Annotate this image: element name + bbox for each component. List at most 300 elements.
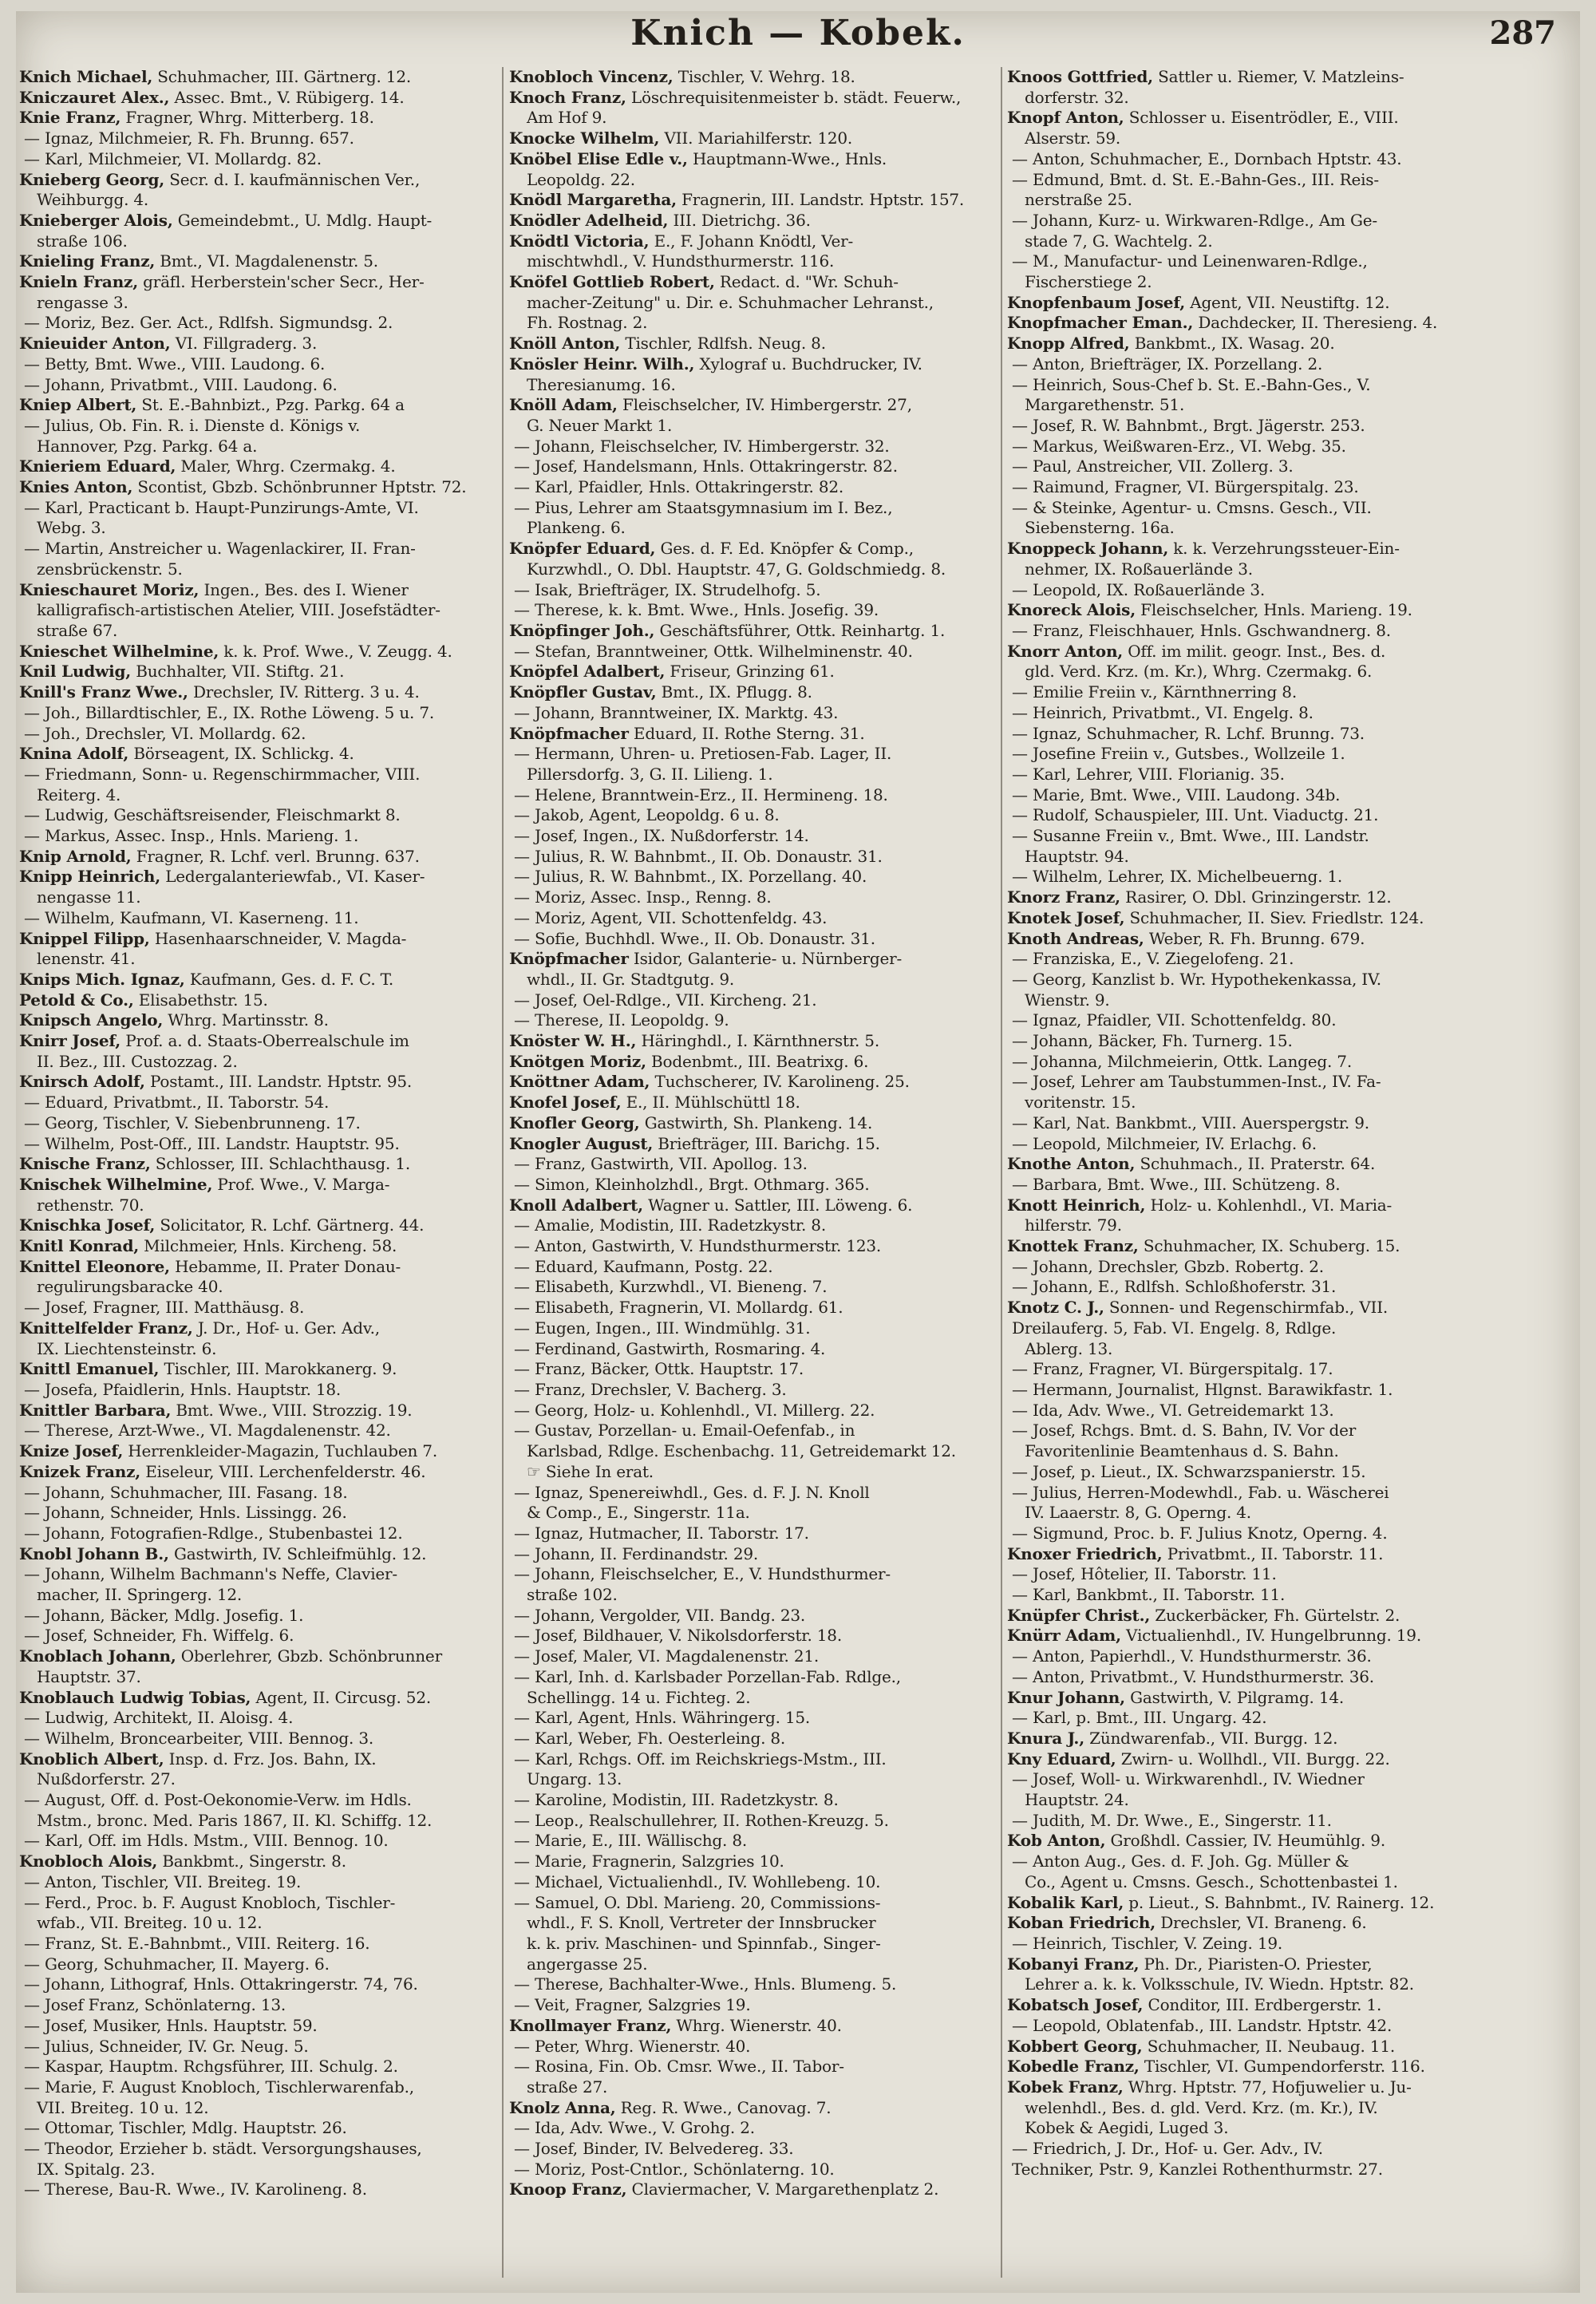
directory-entry bbox=[509, 2077, 996, 2098]
directory-entry bbox=[1007, 805, 1558, 826]
entry-text: — Karl, Agent, Hnls. Währingerg. 15. bbox=[514, 1708, 811, 1728]
directory-entry bbox=[1007, 949, 1558, 970]
directory-entry bbox=[509, 826, 996, 847]
entry-text: Victualienhdl., IV. Hungelbrunng. 19. bbox=[1120, 1626, 1421, 1646]
entry-name: Petold & Co., bbox=[19, 990, 134, 1010]
directory-entry bbox=[1007, 1811, 1558, 1832]
entry-text: — Elisabeth, Fragnerin, VI. Mollardg. 61. bbox=[514, 1298, 843, 1318]
entry-name: Knorr Anton, bbox=[1007, 641, 1124, 661]
entry-name: Kny Eduard, bbox=[1007, 1749, 1116, 1769]
entry-text: — Josefine Freiin v., Gutsbes., Wollzeile 1. bbox=[1012, 744, 1345, 764]
directory-entry bbox=[19, 88, 498, 109]
entry-text: — Julius, R. W. Bahnbmt., IX. Porzellang. 40. bbox=[514, 867, 867, 887]
entry-text: — Moriz, Agent, VII. Schottenfeldg. 43. bbox=[514, 907, 828, 927]
directory-entry bbox=[1007, 2098, 1558, 2119]
directory-entry bbox=[1007, 847, 1558, 867]
page-title: Knich — Kobek. bbox=[630, 13, 966, 53]
directory-entry bbox=[19, 1646, 498, 1667]
directory-entry bbox=[509, 1585, 996, 1606]
entry-text: Isidor, Galanterie- u. Nürnberger- bbox=[628, 949, 903, 969]
directory-entry bbox=[19, 949, 498, 970]
directory-entry bbox=[1007, 1483, 1558, 1504]
directory-entry bbox=[1007, 1934, 1558, 1954]
entry-text: — Leopold, Milchmeier, IV. Erlachg. 6. bbox=[1012, 1133, 1317, 1153]
entry-name: Knoll Adalbert, bbox=[509, 1195, 643, 1215]
entry-name: Knitl Konrad, bbox=[19, 1236, 139, 1256]
directory-entry bbox=[19, 867, 498, 887]
entry-text: & Comp., E., Singerstr. 11a. bbox=[527, 1503, 750, 1523]
entry-text: Fragner, Whrg. Mitterberg. 18. bbox=[120, 108, 374, 128]
entry-text: — Therese, Bau-R. Wwe., IV. Karolineng. 8. bbox=[24, 2180, 367, 2199]
entry-text: Solicitator, R. Lchf. Gärtnerg. 44. bbox=[155, 1215, 425, 1235]
page-number: 287 bbox=[1489, 14, 1556, 52]
entry-text: — Peter, Whrg. Wienerstr. 40. bbox=[514, 2036, 751, 2056]
directory-entry bbox=[1007, 1339, 1558, 1360]
entry-name: Knödler Adelheid, bbox=[509, 210, 669, 230]
entry-text: Wagner u. Sattler, III. Löweng. 6. bbox=[642, 1195, 913, 1215]
directory-entry bbox=[1007, 437, 1558, 457]
entry-text: Milchmeier, Hnls. Kircheng. 58. bbox=[139, 1236, 397, 1256]
entry-text: Hauptstr. 24. bbox=[1025, 1790, 1129, 1810]
directory-entry bbox=[1007, 662, 1558, 682]
directory-entry bbox=[19, 1913, 498, 1934]
directory-entry bbox=[1007, 600, 1558, 621]
directory-entry bbox=[19, 231, 498, 252]
directory-entry bbox=[19, 642, 498, 662]
entry-text: Sattler u. Riemer, V. Matzleins- bbox=[1152, 67, 1404, 86]
directory-column-2 bbox=[509, 67, 996, 2286]
directory-entry bbox=[19, 2118, 498, 2139]
directory-entry bbox=[1007, 1769, 1558, 1790]
entry-text: — Franz, Gastwirth, VII. Apollog. 13. bbox=[514, 1154, 808, 1174]
directory-entry bbox=[1007, 1359, 1558, 1380]
directory-entry bbox=[19, 1893, 498, 1914]
directory-entry bbox=[1007, 477, 1558, 498]
directory-entry bbox=[19, 1093, 498, 1113]
entry-text: — Karl, Weber, Fh. Oesterleing. 8. bbox=[514, 1728, 786, 1748]
entry-text: — Anton Aug., Ges. d. F. Joh. Gg. Müller & bbox=[1012, 1851, 1349, 1871]
entry-name: Knötgen Moriz, bbox=[509, 1051, 646, 1071]
entry-text: Drechsler, IV. Ritterg. 3 u. 4. bbox=[188, 682, 420, 702]
directory-entry bbox=[19, 1175, 498, 1195]
entry-text: — Anton, Gastwirth, V. Hundsthurmerstr. 123. bbox=[514, 1236, 882, 1256]
directory-entry bbox=[1007, 826, 1558, 847]
entry-name: Knieschet Wilhelmine, bbox=[19, 641, 219, 661]
directory-entry bbox=[19, 1606, 498, 1626]
entry-text: — Sigmund, Proc. b. F. Julius Knotz, Operng. 4. bbox=[1012, 1523, 1388, 1543]
directory-entry bbox=[509, 990, 996, 1011]
entry-text: — Leopold, Oblatenfab., III. Landstr. Hptstr. 42. bbox=[1012, 2015, 1393, 2035]
directory-entry bbox=[1007, 929, 1558, 950]
entry-name: Knoreck Alois, bbox=[1007, 600, 1136, 620]
directory-entry bbox=[509, 2098, 996, 2119]
entry-name: Kobatsch Josef, bbox=[1007, 1995, 1144, 2015]
entry-text: Schuhmach., II. Praterstr. 64. bbox=[1135, 1154, 1376, 1174]
directory-entry bbox=[1007, 2077, 1558, 2098]
directory-entry bbox=[509, 1851, 996, 1872]
entry-name: Knische Franz, bbox=[19, 1154, 151, 1174]
entry-text: — Josef, Hôtelier, II. Taborstr. 11. bbox=[1012, 1564, 1277, 1584]
entry-text: p. Lieut., S. Bahnbmt., IV. Rainerg. 12. bbox=[1124, 1892, 1435, 1912]
entry-name: Knobl Johann B., bbox=[19, 1543, 169, 1563]
directory-entry bbox=[19, 251, 498, 272]
directory-entry bbox=[1007, 539, 1558, 559]
entry-text: — Franz, St. E.-Bahnbmt., VIII. Reiterg. 16. bbox=[24, 1933, 370, 1953]
directory-entry bbox=[1007, 251, 1558, 272]
entry-text: — Johann, E., Rdlfsh. Schloßhoferstr. 31. bbox=[1012, 1277, 1337, 1297]
directory-entry bbox=[1007, 1893, 1558, 1914]
entry-text: straße 102. bbox=[527, 1585, 618, 1605]
entry-text: Eiseleur, VIII. Lerchenfelderstr. 46. bbox=[140, 1461, 426, 1481]
entry-text: Drechsler, VI. Braneng. 6. bbox=[1156, 1913, 1367, 1933]
entry-text: Bankbmt., Singerstr. 8. bbox=[157, 1851, 346, 1871]
entry-text: Maler, Whrg. Czermakg. 4. bbox=[176, 456, 396, 476]
directory-entry bbox=[509, 170, 996, 191]
directory-entry bbox=[509, 1729, 996, 1749]
directory-entry bbox=[509, 847, 996, 867]
entry-text: gräfl. Herberstein'scher Secr., Her- bbox=[137, 272, 425, 292]
directory-entry bbox=[509, 334, 996, 354]
entry-name: Knina Adolf, bbox=[19, 744, 129, 764]
directory-entry bbox=[509, 2139, 996, 2160]
entry-text: — Rosina, Fin. Ob. Cmsr. Wwe., II. Tabor- bbox=[514, 2057, 844, 2077]
entry-name: Knieberg Georg, bbox=[19, 169, 165, 189]
entry-text: — Sofie, Buchhdl. Wwe., II. Ob. Donaustr. 31. bbox=[514, 928, 875, 948]
entry-text: — Paul, Anstreicher, VII. Zollerg. 3. bbox=[1012, 456, 1294, 476]
entry-text: — & Steinke, Agentur- u. Cmsns. Gesch., VII. bbox=[1012, 497, 1372, 517]
directory-entry bbox=[1007, 88, 1558, 109]
directory-entry bbox=[509, 1995, 996, 2016]
entry-text: — Johann, II. Ferdinandstr. 29. bbox=[514, 1543, 759, 1563]
entry-text: Hasenhaarschneider, V. Magda- bbox=[149, 928, 407, 948]
entry-text: VI. Fillgraderg. 3. bbox=[170, 334, 318, 354]
entry-text: — Josef, Oel-Rdlge., VII. Kircheng. 21. bbox=[514, 990, 817, 1010]
entry-text: Ledergalanteriewfab., VI. Kaser- bbox=[160, 867, 425, 887]
entry-text: straße 67. bbox=[37, 620, 118, 640]
entry-text: — Karl, Rchgs. Off. im Reichskriegs-Mstm., III. bbox=[514, 1749, 887, 1769]
entry-text: — Elisabeth, Kurzwhdl., VI. Bieneng. 7. bbox=[514, 1277, 828, 1297]
directory-entry bbox=[19, 1831, 498, 1851]
entry-text: Gastwirth, Sh. Plankeng. 14. bbox=[639, 1112, 873, 1132]
directory-entry bbox=[509, 1031, 996, 1052]
directory-entry bbox=[19, 128, 498, 149]
directory-entry bbox=[1007, 375, 1558, 396]
entry-text: — Josef, Woll- u. Wirkwarenhdl., IV. Wiedner bbox=[1012, 1769, 1365, 1789]
entry-text: nengasse 11. bbox=[37, 887, 141, 907]
directory-entry bbox=[19, 990, 498, 1011]
entry-name: Knips Mich. Ignaz, bbox=[19, 969, 185, 989]
directory-entry bbox=[509, 724, 996, 745]
entry-text: III. Dietrichg. 36. bbox=[668, 210, 811, 230]
directory-entry bbox=[509, 1790, 996, 1811]
entry-text: — Rudolf, Schauspieler, III. Unt. Viaductg. 21. bbox=[1012, 805, 1379, 825]
directory-entry bbox=[19, 662, 498, 682]
directory-entry bbox=[509, 272, 996, 293]
directory-entry bbox=[1007, 1729, 1558, 1749]
entry-name: Knödtl Victoria, bbox=[509, 231, 650, 251]
entry-text: — Ignaz, Milchmeier, R. Fh. Brunng. 657. bbox=[24, 128, 354, 148]
entry-name: Knoblauch Ludwig Tobias, bbox=[19, 1687, 251, 1707]
directory-entry bbox=[19, 1441, 498, 1462]
entry-text: — Josef, R. W. Bahnbmt., Brgt. Jägerstr. 253. bbox=[1012, 415, 1365, 435]
entry-text: rengasse 3. bbox=[37, 292, 128, 312]
entry-text: — Martin, Anstreicher u. Wagenlackirer, II. Fran- bbox=[24, 539, 416, 559]
entry-text: — Johann, Fotografien-Rdlge., Stubenbastei 12. bbox=[24, 1523, 403, 1543]
directory-entry bbox=[19, 600, 498, 621]
entry-text: IX. Liechtensteinstr. 6. bbox=[37, 1338, 217, 1358]
directory-entry bbox=[1007, 1257, 1558, 1278]
entry-text: Oberlehrer, Gbzb. Schönbrunner bbox=[176, 1646, 442, 1666]
directory-entry bbox=[19, 313, 498, 334]
entry-text: — Susanne Freiin v., Bmt. Wwe., III. Landstr. bbox=[1012, 826, 1369, 846]
entry-text: — Karl, Bankbmt., II. Taborstr. 11. bbox=[1012, 1585, 1286, 1605]
directory-entry bbox=[509, 477, 996, 498]
directory-entry bbox=[509, 1913, 996, 1934]
directory-entry bbox=[509, 621, 996, 642]
directory-entry bbox=[509, 805, 996, 826]
directory-entry bbox=[19, 2139, 498, 2160]
directory-entry bbox=[1007, 1708, 1558, 1729]
entry-name: Knittel Eleonore, bbox=[19, 1256, 170, 1276]
entry-text: Tuchscherer, IV. Karolineng. 25. bbox=[650, 1072, 910, 1092]
directory-entry bbox=[509, 375, 996, 396]
entry-text: IV. Laaerstr. 8, G. Operng. 4. bbox=[1025, 1503, 1251, 1523]
entry-text: — Friedrich, J. Dr., Hof- u. Ger. Adv., IV. bbox=[1012, 2139, 1323, 2159]
entry-text: Redact. d. "Wr. Schuh- bbox=[714, 272, 899, 292]
entry-text: Whrg. Wienerstr. 40. bbox=[671, 2015, 842, 2035]
entry-text: — Franz, Drechsler, V. Bacherg. 3. bbox=[514, 1380, 787, 1399]
entry-name: Knoch Franz, bbox=[509, 87, 626, 107]
entry-name: Knischka Josef, bbox=[19, 1215, 156, 1235]
entry-text: — Ferd., Proc. b. F. August Knobloch, Tischler- bbox=[24, 1892, 396, 1912]
directory-entry bbox=[19, 1462, 498, 1483]
directory-entry bbox=[1007, 1277, 1558, 1298]
directory-entry bbox=[1007, 1606, 1558, 1626]
directory-entry bbox=[509, 662, 996, 682]
entry-text: Scontist, Gbzb. Schönbrunner Hptstr. 72. bbox=[132, 477, 467, 497]
directory-entry bbox=[509, 1215, 996, 1236]
entry-text: — Hermann, Uhren- u. Pretiosen-Fab. Lager, II. bbox=[514, 744, 892, 764]
directory-entry bbox=[19, 1811, 498, 1832]
directory-entry bbox=[509, 108, 996, 128]
entry-text: — Joh., Billardtischler, E., IX. Rothe Löweng. 5 u. 7. bbox=[24, 702, 435, 722]
directory-entry bbox=[509, 1646, 996, 1667]
directory-entry bbox=[509, 929, 996, 950]
entry-text: Lehrer a. k. k. Volksschule, IV. Wiedn. Hptstr. 82. bbox=[1025, 1974, 1414, 1994]
entry-name: Knöpfmacher bbox=[509, 949, 629, 969]
entry-text: Agent, II. Circusg. 52. bbox=[251, 1687, 431, 1707]
entry-name: Knie Franz, bbox=[19, 108, 121, 128]
entry-text: Theresianumg. 16. bbox=[527, 374, 676, 394]
entry-name: Knieschauret Moriz, bbox=[19, 579, 200, 599]
entry-text: Webg. 3. bbox=[37, 518, 106, 538]
entry-text: — Karl, Nat. Bankbmt., VIII. Auerspergstr. 9. bbox=[1012, 1112, 1369, 1132]
directory-entry bbox=[509, 1134, 996, 1155]
entry-name: Knippel Filipp, bbox=[19, 928, 150, 948]
entry-name: Knura J., bbox=[1007, 1728, 1084, 1748]
entry-text: angergasse 25. bbox=[527, 1954, 648, 1974]
directory-entry bbox=[19, 211, 498, 231]
directory-entry bbox=[1007, 313, 1558, 334]
directory-entry bbox=[1007, 1831, 1558, 1851]
entry-name: Knopp Alfred, bbox=[1007, 334, 1130, 354]
entry-text: Assec. Bmt., V. Rübigerg. 14. bbox=[169, 87, 405, 107]
directory-entry bbox=[509, 437, 996, 457]
entry-text: — Josef, Rchgs. Bmt. d. S. Bahn, IV. Vor der bbox=[1012, 1421, 1357, 1440]
directory-entry bbox=[509, 1359, 996, 1380]
entry-text: — Therese, Bachhalter-Wwe., Hnls. Blumeng. 5. bbox=[514, 1974, 897, 1994]
entry-text: voritenstr. 15. bbox=[1025, 1093, 1136, 1112]
entry-name: Knöster W. H., bbox=[509, 1031, 637, 1051]
directory-entry bbox=[1007, 724, 1558, 745]
directory-entry bbox=[1007, 1954, 1558, 1975]
directory-entry bbox=[19, 293, 498, 314]
directory-entry bbox=[509, 1401, 996, 1421]
directory-entry bbox=[509, 211, 996, 231]
directory-entry bbox=[1007, 1441, 1558, 1462]
directory-entry bbox=[509, 1441, 996, 1462]
directory-entry bbox=[19, 1421, 498, 1441]
entry-text: — Marie, E., III. Wällischg. 8. bbox=[514, 1831, 748, 1851]
entry-text: Fleischselcher, IV. Himbergerstr. 27, bbox=[617, 395, 912, 415]
entry-text: — Heinrich, Sous-Chef b. St. E.-Bahn-Ges., V. bbox=[1012, 374, 1371, 394]
entry-text: — Johann, Lithograf, Hnls. Ottakringerstr. 74, 76. bbox=[24, 1974, 418, 1994]
entry-text: Eduard, II. Rothe Sterng. 31. bbox=[628, 723, 865, 743]
entry-text: Rasirer, O. Dbl. Grinzingerstr. 12. bbox=[1120, 887, 1392, 907]
directory-entry bbox=[1007, 395, 1558, 416]
directory-entry bbox=[19, 1585, 498, 1606]
entry-text: Buchhalter, VII. Stiftg. 21. bbox=[131, 662, 345, 682]
entry-name: Knoppeck Johann, bbox=[1007, 539, 1169, 559]
directory-entry bbox=[509, 867, 996, 887]
entry-text: zensbrückenstr. 5. bbox=[37, 559, 183, 579]
entry-name: Knieuider Anton, bbox=[19, 334, 171, 354]
directory-entry bbox=[1007, 518, 1558, 539]
entry-text: Bmt., VI. Magdalenenstr. 5. bbox=[155, 251, 378, 271]
entry-text: Mstm., bronc. Med. Paris 1867, II. Kl. Schiffg. 12. bbox=[37, 1810, 433, 1830]
entry-text: dorferstr. 32. bbox=[1025, 87, 1129, 107]
entry-text: — Therese, II. Leopoldg. 9. bbox=[514, 1010, 729, 1030]
directory-entry bbox=[19, 2016, 498, 2037]
entry-name: Kobek Franz, bbox=[1007, 2077, 1124, 2097]
entry-text: E., II. Mühlschüttl 18. bbox=[621, 1093, 800, 1112]
entry-name: Knürr Adam, bbox=[1007, 1626, 1121, 1646]
directory-entry bbox=[509, 395, 996, 416]
entry-text: Fischerstiege 2. bbox=[1025, 272, 1152, 292]
entry-text: — Samuel, O. Dbl. Marieng. 20, Commissions- bbox=[514, 1892, 881, 1912]
entry-text: Am Hof 9. bbox=[527, 108, 607, 128]
entry-name: Knotek Josef, bbox=[1007, 907, 1125, 927]
entry-name: Knur Johann, bbox=[1007, 1687, 1125, 1707]
entry-name: Knittler Barbara, bbox=[19, 1400, 172, 1420]
entry-text: Bodenbmt., III. Beatrixg. 6. bbox=[646, 1051, 869, 1071]
directory-entry bbox=[19, 416, 498, 437]
entry-text: — Ida, Adv. Wwe., VI. Getreidemarkt 13. bbox=[1012, 1400, 1334, 1420]
entry-name: Knotz C. J., bbox=[1007, 1298, 1104, 1318]
entry-text: Elisabethstr. 15. bbox=[133, 990, 268, 1010]
entry-name: Kniczauret Alex., bbox=[19, 87, 170, 107]
entry-text: — Anton, Briefträger, IX. Porzellang. 2. bbox=[1012, 354, 1323, 373]
directory-entry bbox=[1007, 970, 1558, 990]
entry-name: Knöpfinger Joh., bbox=[509, 620, 655, 640]
directory-entry bbox=[1007, 744, 1558, 765]
directory-entry bbox=[19, 1626, 498, 1646]
entry-text: Pillersdorfg. 3, G. II. Lilieng. 1. bbox=[527, 764, 773, 784]
entry-name: Knöll Adam, bbox=[509, 395, 618, 415]
entry-name: Knoop Franz, bbox=[509, 2180, 627, 2199]
directory-entry bbox=[1007, 1175, 1558, 1195]
directory-page bbox=[16, 11, 1580, 2293]
entry-text: — Karl, Milchmeier, VI. Mollardg. 82. bbox=[24, 148, 322, 168]
directory-entry bbox=[19, 1544, 498, 1565]
directory-entry bbox=[1007, 190, 1558, 211]
entry-text: — Anton, Papierhdl., V. Hundsthurmerstr. 36. bbox=[1012, 1646, 1372, 1666]
directory-entry bbox=[19, 2057, 498, 2077]
directory-entry bbox=[1007, 498, 1558, 519]
entry-text: Leopoldg. 22. bbox=[527, 169, 635, 189]
entry-text: Hannover, Pzg. Parkg. 64 a. bbox=[37, 436, 258, 456]
entry-text: — Josef, Fragner, III. Matthäusg. 8. bbox=[24, 1298, 305, 1318]
directory-entry bbox=[1007, 1872, 1558, 1893]
directory-entry bbox=[1007, 1790, 1558, 1811]
directory-entry bbox=[509, 1893, 996, 1914]
directory-entry bbox=[19, 2037, 498, 2057]
directory-entry bbox=[509, 1708, 996, 1729]
directory-entry bbox=[19, 1257, 498, 1278]
directory-entry bbox=[509, 1872, 996, 1893]
entry-text: Sonnen- und Regenschirmfab., VII. bbox=[1104, 1298, 1389, 1318]
entry-text: Whrg. Hptstr. 77, Hofjuwelier u. Ju- bbox=[1123, 2077, 1412, 2097]
directory-entry bbox=[509, 1339, 996, 1360]
entry-text: — Johann, Branntweiner, IX. Marktg. 43. bbox=[514, 702, 839, 722]
entry-text: k. k. Prof. Wwe., V. Zeugg. 4. bbox=[219, 641, 452, 661]
entry-name: Koban Friedrich, bbox=[1007, 1913, 1156, 1933]
entry-text: — Franz, Fleischhauer, Hnls. Gschwandnerg. 8. bbox=[1012, 620, 1391, 640]
entry-name: Knopfmacher Eman., bbox=[1007, 313, 1194, 333]
entry-text: G. Neuer Markt 1. bbox=[527, 415, 673, 435]
entry-text: — Edmund, Bmt. d. St. E.-Bahn-Ges., III. Reis- bbox=[1012, 169, 1379, 189]
entry-name: Knopfenbaum Josef, bbox=[1007, 292, 1186, 312]
entry-name: Knöfel Gottlieb Robert, bbox=[509, 272, 715, 292]
entry-text: — Josef, p. Lieut., IX. Schwarzspanierstr. 15. bbox=[1012, 1461, 1366, 1481]
entry-text: Reiterg. 4. bbox=[37, 784, 121, 804]
directory-entry bbox=[1007, 887, 1558, 908]
entry-text: — Eduard, Privatbmt., II. Taborstr. 54. bbox=[24, 1093, 330, 1112]
entry-text: Weihburgg. 4. bbox=[37, 190, 149, 210]
entry-text: — August, Off. d. Post-Oekonomie-Verw. im Hdls. bbox=[24, 1790, 412, 1810]
directory-column-1 bbox=[19, 67, 498, 2286]
directory-entry bbox=[1007, 231, 1558, 252]
entry-name: Knipsch Angelo, bbox=[19, 1010, 164, 1030]
entry-text: — Karl, Off. im Hdls. Mstm., VIII. Bennog. 10. bbox=[24, 1831, 389, 1851]
entry-text: Co., Agent u. Cmsns. Gesch., Schottenbastei 1. bbox=[1025, 1871, 1398, 1891]
directory-entry bbox=[509, 518, 996, 539]
entry-text: Nußdorferstr. 27. bbox=[37, 1769, 176, 1789]
entry-text: Zuckerbäcker, Fh. Gürtelstr. 2. bbox=[1150, 1605, 1400, 1625]
entry-text: Geschäftsführer, Ottk. Reinhartg. 1. bbox=[654, 620, 946, 640]
entry-text: — Isak, Briefträger, IX. Strudelhofg. 5. bbox=[514, 579, 821, 599]
directory-entry bbox=[509, 744, 996, 765]
entry-text: — Stefan, Branntweiner, Ottk. Wilhelminenstr. 40. bbox=[514, 641, 913, 661]
entry-text: — Josef, Schneider, Fh. Wiffelg. 6. bbox=[24, 1626, 294, 1646]
directory-entry bbox=[19, 1851, 498, 1872]
directory-entry bbox=[1007, 1462, 1558, 1483]
entry-name: Kobalik Karl, bbox=[1007, 1892, 1124, 1912]
entry-text: Hebamme, II. Prater Donau- bbox=[169, 1256, 401, 1276]
directory-entry bbox=[509, 1113, 996, 1134]
entry-text: E., F. Johann Knödtl, Ver- bbox=[649, 231, 854, 251]
directory-entry bbox=[19, 1113, 498, 1134]
